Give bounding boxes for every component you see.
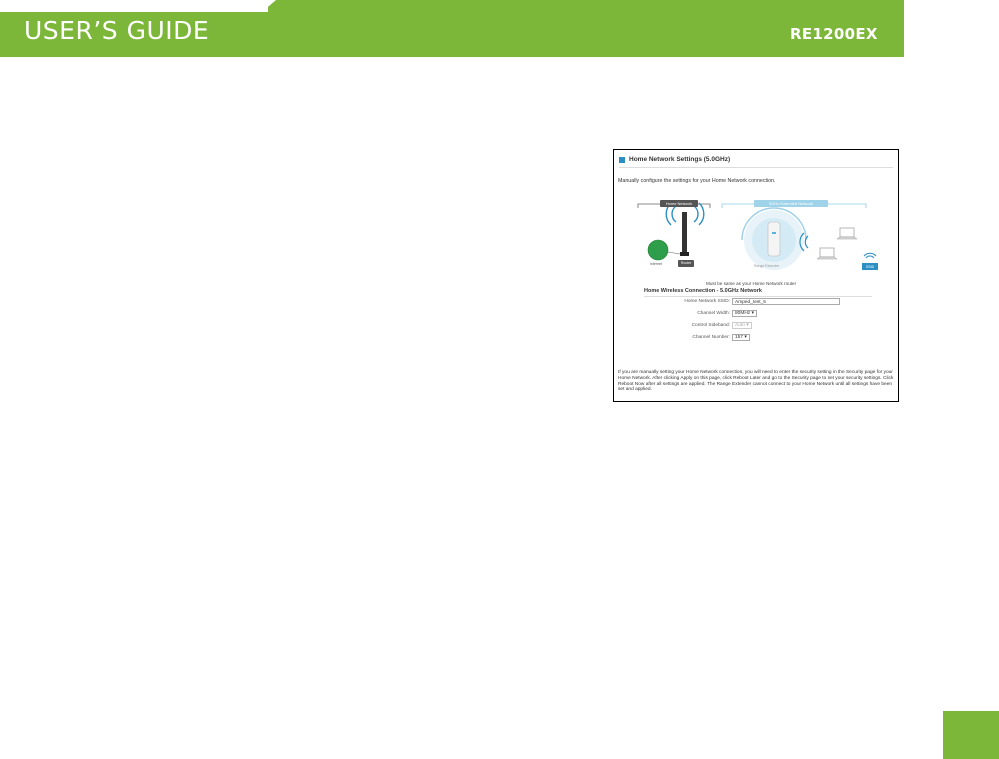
extender-label: Range Extender bbox=[754, 264, 780, 268]
banner-notch bbox=[0, 0, 268, 12]
ssid-badge: SSID bbox=[866, 265, 875, 269]
ssid-label: Home Network SSID: bbox=[684, 299, 730, 304]
channel-number-row bbox=[614, 334, 750, 341]
model-name: RE1200EX bbox=[790, 25, 878, 43]
settings-screenshot bbox=[613, 149, 899, 402]
channel-number-value: 157 bbox=[735, 335, 744, 340]
section-divider bbox=[644, 296, 872, 297]
channel-width-label: Channel Width: bbox=[697, 311, 730, 316]
ssid-input[interactable]: Amped_test_5 bbox=[732, 298, 840, 305]
control-sideband-label: Control Sideband: bbox=[691, 323, 730, 328]
section-title: Home Wireless Connection - 5.0GHz Network bbox=[644, 288, 762, 294]
channel-width-select[interactable] bbox=[732, 310, 757, 317]
channel-number-label: Channel Number: bbox=[692, 335, 730, 340]
channel-number-select[interactable] bbox=[732, 334, 750, 341]
control-sideband-value: Auto bbox=[735, 323, 745, 328]
must-same-note: Must be same as your Home Network router bbox=[706, 281, 797, 286]
channel-width-value: 80MHz bbox=[735, 311, 751, 316]
control-sideband-row bbox=[614, 322, 752, 329]
security-footnote: If you are manually setting your Home Network connection, you will need to enter the security setting in the Security page for your Home Network. After clicking Apply on this page, click Reboot Later and go to the Security page to set your security settings. Click Reboot Now after all settings are applied. The Range Extender cannot connect to your Home Network until all settings have been set and applied. bbox=[618, 370, 894, 393]
page-number-box bbox=[943, 711, 999, 759]
section-square-icon bbox=[619, 157, 625, 163]
guide-title: USER’S GUIDE bbox=[24, 16, 210, 45]
network-diagram bbox=[614, 192, 899, 272]
screenshot-title: Home Network Settings (5.0GHz) bbox=[629, 156, 731, 163]
divider bbox=[619, 167, 893, 168]
banner-notch-slant bbox=[262, 0, 276, 12]
screenshot-header bbox=[619, 156, 730, 163]
extended-network-label: 5GHz Extended Network bbox=[754, 200, 828, 207]
chevron-down-icon: ▾ bbox=[746, 323, 749, 328]
channel-width-row bbox=[614, 310, 757, 317]
internet-label: Internet bbox=[650, 262, 662, 266]
home-network-label: Home Network bbox=[660, 200, 698, 207]
router-label: Router bbox=[678, 260, 694, 267]
chevron-down-icon: ▾ bbox=[744, 335, 747, 340]
control-sideband-select bbox=[732, 322, 752, 329]
ssid-row bbox=[614, 298, 840, 305]
screenshot-description: Manually configure the settings for your Home Network connection. bbox=[618, 178, 776, 184]
chevron-down-icon: ▾ bbox=[751, 311, 754, 316]
